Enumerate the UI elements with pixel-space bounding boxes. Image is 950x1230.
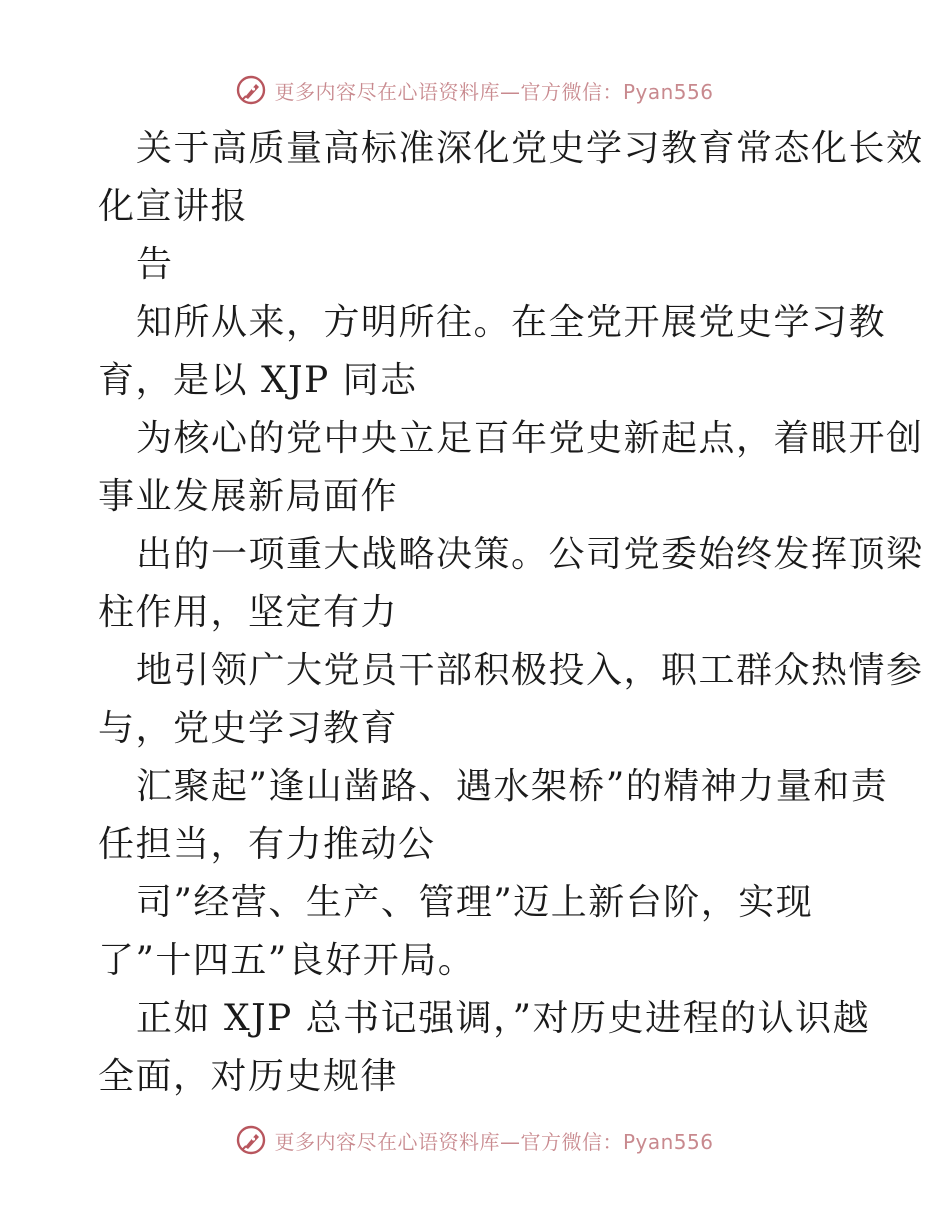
doc-paragraph-line: 正如 XJP 总书记强调，”对历史进程的认识越: [136, 998, 871, 1039]
doc-paragraph-line: 知所从来，方明所往。在全党开展党史学习教: [136, 302, 887, 343]
doc-title-line: 关于高质量高标准深化党史学习教育常态化长效: [136, 128, 924, 169]
doc-paragraph-line: 事业发展新局面作: [98, 476, 399, 517]
doc-paragraph-line: 司”经营、生产、管理”迈上新台阶，实现: [136, 882, 814, 923]
doc-paragraph-line: 地引领广大党员干部积极投入，职工群众热情参: [136, 650, 924, 691]
doc-paragraph-line: 为核心的党中央立足百年党史新起点，着眼开创: [136, 418, 924, 459]
doc-paragraph-line: 育，是以 XJP 同志: [98, 360, 418, 401]
doc-title-line: 告: [136, 244, 174, 285]
footer-watermark: [0, 1120, 950, 1160]
doc-paragraph-line: 全面，对历史规律: [98, 1056, 399, 1097]
doc-paragraph-line: 柱作用，坚定有力: [98, 592, 399, 633]
pen-nib-logo-icon: [236, 75, 266, 105]
doc-paragraph-line: 汇聚起”逢山凿路、遇水架桥”的精神力量和责: [136, 766, 889, 807]
header-watermark: [0, 70, 950, 110]
doc-paragraph-line: 与，党史学习教育: [98, 708, 399, 749]
pen-nib-logo-icon: [236, 1125, 266, 1155]
doc-paragraph-line: 出的一项重大战略决策。公司党委始终发挥顶梁: [136, 534, 924, 575]
doc-paragraph-line: 任担当，有力推动公: [98, 824, 436, 865]
doc-title-line: 化宣讲报: [98, 186, 249, 227]
watermark-text: 更多内容尽在心语资料库—官方微信：Pyan556: [274, 79, 714, 104]
watermark-text: 更多内容尽在心语资料库—官方微信：Pyan556: [274, 1129, 714, 1154]
doc-paragraph-line: 了”十四五”良好开局。: [98, 940, 476, 981]
